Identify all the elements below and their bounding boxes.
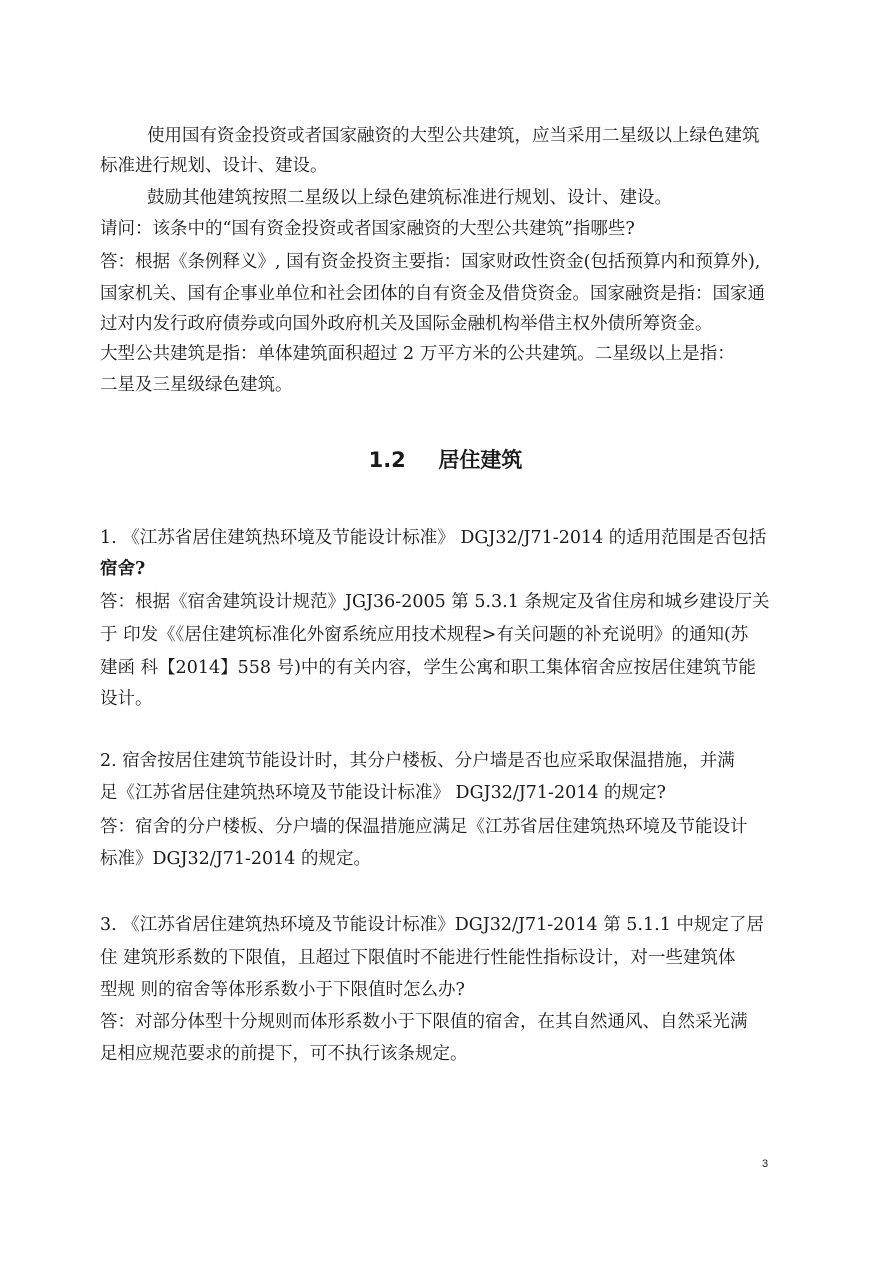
- q3-answer-line: 足相应规范要求的前提下，可不执行该条规定。: [100, 1044, 468, 1064]
- intro-answer-line: 二星及三星级绿色建筑。: [100, 375, 293, 395]
- q3-question-line: 型规 则的宿舍等体形系数小于下限值时怎么办?: [100, 980, 465, 1000]
- q1-answer-line: 于 印发《《居住建筑标准化外窗系统应用技术规程>有关问题的补充说明》的通知(苏: [100, 625, 749, 645]
- intro-answer-line: 过对内发行政府债券或向国外政府机关及国际金融机构举借主权外债所筹资金。: [100, 314, 713, 334]
- section-title: 居住建筑: [438, 448, 523, 472]
- intro-question: 请问：该条中的“国有资金投资或者国家融资的大型公共建筑”指哪些?: [100, 219, 635, 239]
- q2-question-line: 2. 宿舍按居住建筑节能设计时，其分户楼板、分户墙是否也应采取保温措施，并满: [100, 751, 735, 771]
- intro-answer-line: 国家机关、国有企事业单位和社会团体的自有资金及借贷资金。国家融资是指：国家通: [100, 284, 765, 304]
- intro-answer-line: 大型公共建筑是指：单体建筑面积超过 2 万平方米的公共建筑。二星级以上是指：: [100, 344, 735, 364]
- q1-answer-line: 设计。: [100, 689, 153, 709]
- intro-answer-line: 答：根据《条例释义》, 国有资金投资主要指：国家财政性资金(包括预算内和预算外),: [100, 252, 761, 272]
- page-number: 3: [762, 1158, 769, 1170]
- section-number: 1.2: [368, 448, 406, 472]
- q1-answer-line: 建函 科【2014】558 号)中的有关内容，学生公寓和职工集体宿舍应按居住建筑节能: [100, 658, 756, 678]
- q1-question-line: 1. 《江苏省居住建筑热环境及节能设计标准》 DGJ32/J71-2014 的适用范围是否包括: [100, 528, 767, 548]
- q1-answer-line: 答：根据《宿舍建筑设计规范》JGJ36-2005 第 5.3.1 条规定及省住房和城乡建设厅关: [100, 592, 770, 612]
- q3-question-line: 住 建筑形系数的下限值，且超过下限值时不能进行性能性指标设计，对一些建筑体: [100, 948, 736, 968]
- intro-line-2: 标准进行规划、设计、建设。: [100, 156, 328, 176]
- intro-line-3: 鼓励其他建筑按照二星级以上绿色建筑标准进行规划、设计、建设。: [147, 188, 672, 208]
- q3-question-line: 3. 《江苏省居住建筑热环境及节能设计标准》DGJ32/J71-2014 第 5.1.1 中规定了居: [100, 915, 764, 935]
- q2-answer-line: 标准》DGJ32/J71-2014 的规定。: [100, 849, 371, 869]
- q2-answer-line: 答：宿舍的分户楼板、分户墙的保温措施应满足《江苏省居住建筑热环境及节能设计: [100, 817, 748, 837]
- section-heading: [0, 445, 891, 475]
- intro-line-1: 使用国有资金投资或者国家融资的大型公共建筑，应当采用二星级以上绿色建筑: [147, 126, 760, 146]
- q1-question-line: 宿舍?: [100, 559, 146, 579]
- q2-question-line: 足《江苏省居住建筑热环境及节能设计标准》 DGJ32/J71-2014 的规定?: [100, 783, 666, 803]
- q3-answer-line: 答：对部分体型十分规则而体形系数小于下限值的宿舍，在其自然通风、自然采光满: [100, 1012, 748, 1032]
